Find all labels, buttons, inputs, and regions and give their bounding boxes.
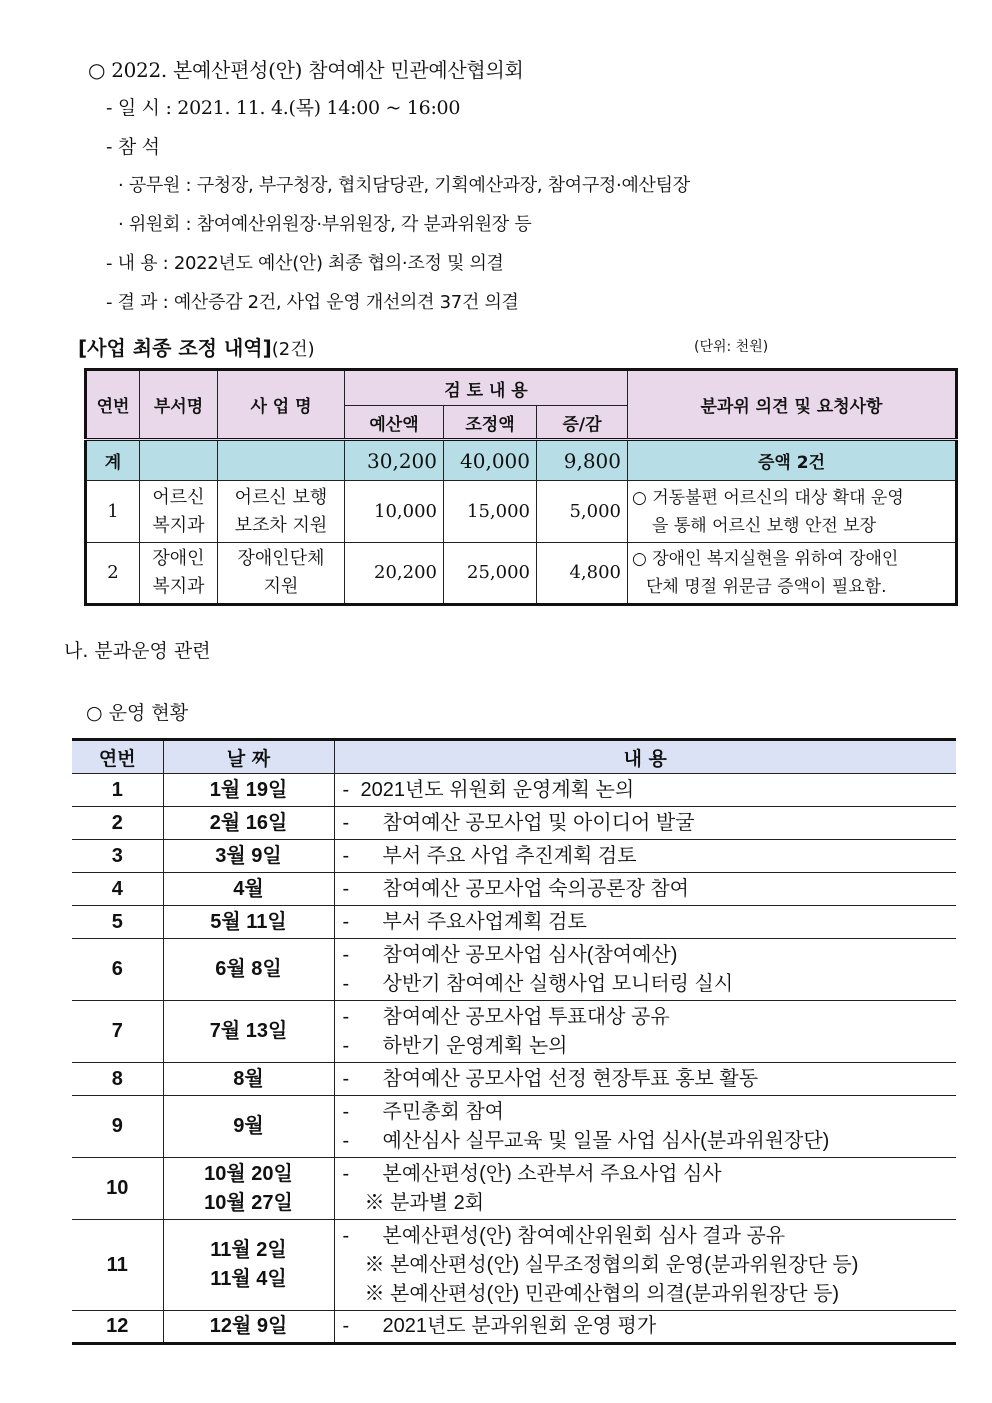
content-item xyxy=(343,875,957,904)
table-row xyxy=(72,939,956,1001)
content-item xyxy=(343,970,957,999)
unit-label: (단위: 천원) xyxy=(694,339,769,355)
row-date xyxy=(163,1158,334,1220)
header-adjusted: 조정액 xyxy=(444,406,537,440)
meeting-result: - 결 과 : 예산증감 2건, 사업 운영 개선의견 37건 의결 xyxy=(106,292,519,313)
header-content: 내 용 xyxy=(334,740,956,774)
adjustment-table xyxy=(84,368,958,606)
content-text: 하반기 운영계획 논의 xyxy=(382,1034,568,1057)
content-item xyxy=(343,1127,957,1156)
row-index: 2 xyxy=(86,543,140,605)
dash-bullet: - xyxy=(342,972,350,995)
operations-body xyxy=(72,774,956,1344)
adjustment-table-title xyxy=(78,332,315,361)
table-row xyxy=(86,543,957,605)
row-content xyxy=(334,1311,956,1344)
opinion-line: ○ 장애인 복지실현을 위하여 장애인 xyxy=(632,549,899,569)
content-item xyxy=(343,1312,957,1341)
total-project xyxy=(218,440,345,481)
table-row xyxy=(72,774,956,807)
total-opinion: 증액 2건 xyxy=(628,440,957,481)
content-item xyxy=(343,1098,957,1127)
content-text: 2021년도 분과위원회 운영 평가 xyxy=(382,1315,657,1337)
row-index: 7 xyxy=(72,1001,163,1063)
operations-heading: ○ 운영 현황 xyxy=(86,702,189,724)
dash-bullet: - xyxy=(342,1034,350,1057)
row-content xyxy=(334,939,956,1001)
content-item xyxy=(343,941,957,970)
project-line: 보조차 지원 xyxy=(234,514,328,536)
date-line: 6월 8일 xyxy=(215,958,282,980)
table-row xyxy=(72,1158,956,1220)
opinion-line: 단체 명절 위문금 증액이 필요함. xyxy=(646,577,887,597)
table-row xyxy=(72,840,956,873)
row-date xyxy=(163,840,334,873)
date-line: 11월 4일 xyxy=(210,1268,287,1290)
date-line: 8월 xyxy=(233,1067,264,1090)
table-row xyxy=(72,906,956,939)
table-row xyxy=(72,873,956,906)
dash-bullet: - xyxy=(342,844,350,867)
date-line: 7월 13일 xyxy=(209,1020,288,1042)
row-date xyxy=(163,774,334,807)
header-dept: 부서명 xyxy=(140,370,218,440)
total-row xyxy=(86,440,957,481)
table-row xyxy=(72,807,956,840)
row-index: 3 xyxy=(72,840,163,873)
row-index: 4 xyxy=(72,873,163,906)
row-change: 5,000 xyxy=(537,481,628,543)
row-index: 8 xyxy=(72,1063,163,1096)
total-label: 계 xyxy=(86,440,140,481)
table-row xyxy=(72,1220,956,1311)
dept-line: 어르신 xyxy=(152,486,205,508)
content-note: ※ 본예산편성(안) 민관예산협의 의결(분과위원장단 등) xyxy=(364,1282,840,1305)
dash-bullet: - xyxy=(342,877,350,900)
content-note: ※ 분과별 2회 xyxy=(364,1191,485,1214)
dash-bullet: - xyxy=(342,910,350,933)
row-project xyxy=(218,481,345,543)
adjustment-table-title-bold: [사업 최종 조정 내역] xyxy=(78,336,272,360)
content-text: 부서 주요 사업 추진계획 검토 xyxy=(382,844,637,867)
row-date xyxy=(163,1311,334,1344)
row-content xyxy=(334,774,956,807)
table-row xyxy=(72,1311,956,1344)
header-index: 연번 xyxy=(72,740,163,774)
row-adjusted: 25,000 xyxy=(444,543,537,605)
dash-bullet: - xyxy=(342,1162,350,1185)
row-budget: 20,200 xyxy=(345,543,444,605)
project-line: 지원 xyxy=(263,576,299,597)
row-index: 12 xyxy=(72,1311,163,1344)
content-text: 참여예산 공모사업 심사(참여예산) xyxy=(382,943,678,966)
meeting-committee: · 위원회 : 참여예산위원장·부위원장, 각 분과위원장 등 xyxy=(118,214,532,235)
date-line: 11월 2일 xyxy=(210,1239,287,1261)
content-item xyxy=(343,1065,957,1094)
row-content xyxy=(334,1001,956,1063)
dash-bullet: - xyxy=(342,1315,350,1337)
date-line: 12월 9일 xyxy=(209,1315,288,1337)
total-change: 9,800 xyxy=(537,440,628,481)
row-index: 9 xyxy=(72,1096,163,1158)
row-date xyxy=(163,906,334,939)
date-line: 9월 xyxy=(233,1115,264,1137)
content-item xyxy=(343,1003,957,1032)
dept-line: 복지과 xyxy=(152,576,205,597)
dash-bullet: - xyxy=(342,811,350,834)
row-date xyxy=(163,1063,334,1096)
row-content xyxy=(334,1220,956,1311)
row-adjusted: 15,000 xyxy=(444,481,537,543)
row-dept xyxy=(140,481,218,543)
row-project xyxy=(218,543,345,605)
row-index: 10 xyxy=(72,1158,163,1220)
row-content xyxy=(334,840,956,873)
opinion-line: 을 통해 어르신 보행 안전 보장 xyxy=(652,515,877,536)
header-index: 연번 xyxy=(86,370,140,440)
table-row xyxy=(72,1096,956,1158)
date-line: 3월 9일 xyxy=(215,844,282,867)
meeting-officials: · 공무원 : 구청장, 부구청장, 협치담당관, 기획예산과장, 참여구정·예산팀장 xyxy=(118,175,690,196)
row-dept xyxy=(140,543,218,605)
row-opinion xyxy=(628,481,957,543)
row-date xyxy=(163,1096,334,1158)
header-budget: 예산액 xyxy=(345,406,444,440)
dept-line: 복지과 xyxy=(152,514,205,536)
meeting-title: ○ 2022. 본예산편성(안) 참여예산 민관예산협의회 xyxy=(88,58,524,82)
row-index: 6 xyxy=(72,939,163,1001)
dash-bullet: - xyxy=(342,1005,350,1028)
date-line: 4월 xyxy=(233,877,264,900)
header-review: 검 토 내 용 xyxy=(345,370,628,406)
header-project: 사 업 명 xyxy=(218,370,345,440)
dash-bullet: - xyxy=(342,1224,350,1247)
row-index: 2 xyxy=(72,807,163,840)
content-item xyxy=(343,908,957,937)
row-content xyxy=(334,1096,956,1158)
meeting-datetime: - 일 시 : 2021. 11. 4.(목) 14:00 ~ 16:00 xyxy=(106,97,461,119)
operations-table xyxy=(72,738,956,1345)
date-line: 5월 11일 xyxy=(210,910,287,933)
dash-bullet: - xyxy=(342,1100,350,1123)
content-item xyxy=(343,776,957,805)
content-note: ※ 본예산편성(안) 실무조정협의회 운영(분과위원장단 등) xyxy=(364,1253,859,1276)
content-text: 주민총회 참여 xyxy=(382,1100,504,1123)
row-content xyxy=(334,873,956,906)
content-item xyxy=(343,1160,957,1189)
date-line: 10월 27일 xyxy=(204,1191,293,1214)
total-adjusted: 40,000 xyxy=(444,440,537,481)
content-text: 참여예산 공모사업 투표대상 공유 xyxy=(382,1005,670,1028)
content-item xyxy=(343,1222,957,1251)
date-line: 2월 16일 xyxy=(209,811,288,834)
row-date xyxy=(163,1220,334,1311)
dash-bullet: - xyxy=(342,1067,350,1090)
dash-bullet: - xyxy=(342,1129,350,1152)
header-change: 증/감 xyxy=(537,406,628,440)
content-text: 본예산편성(안) 참여예산위원회 심사 결과 공유 xyxy=(382,1224,786,1247)
dash-bullet: - xyxy=(342,778,350,801)
date-line: 10월 20일 xyxy=(204,1162,293,1185)
table-row xyxy=(86,481,957,543)
content-text: 2021년도 위원회 운영계획 논의 xyxy=(360,778,635,801)
header-opinion: 분과위 의견 및 요청사항 xyxy=(628,370,957,440)
meeting-attendance-label: - 참 석 xyxy=(106,136,160,158)
row-content xyxy=(334,1063,956,1096)
project-line: 어르신 보행 xyxy=(234,486,328,508)
content-item xyxy=(343,809,957,838)
row-date xyxy=(163,1001,334,1063)
adjustment-table-count: (2건) xyxy=(271,339,315,360)
row-opinion xyxy=(628,543,957,605)
row-date xyxy=(163,873,334,906)
total-budget: 30,200 xyxy=(345,440,444,481)
table-row xyxy=(72,1001,956,1063)
project-line: 장애인단체 xyxy=(237,548,325,569)
row-index: 11 xyxy=(72,1220,163,1311)
header-date: 날 짜 xyxy=(163,740,334,774)
row-content xyxy=(334,1158,956,1220)
dash-bullet: - xyxy=(342,943,350,966)
row-index: 5 xyxy=(72,906,163,939)
section-heading: 나. 분과운영 관련 xyxy=(64,640,211,662)
row-content xyxy=(334,807,956,840)
opinion-line: ○ 거동불편 어르신의 대상 확대 운영 xyxy=(632,487,904,508)
content-text: 참여예산 공모사업 숙의공론장 참여 xyxy=(382,877,689,900)
content-item xyxy=(343,1032,957,1061)
meeting-content: - 내 용 : 2022년도 예산(안) 최종 협의·조정 및 의결 xyxy=(106,253,504,274)
content-text: 예산심사 실무교육 및 일몰 사업 심사(분과위원장단) xyxy=(382,1129,830,1152)
row-change: 4,800 xyxy=(537,543,628,605)
content-item xyxy=(343,842,957,871)
content-text: 참여예산 공모사업 및 아이디어 발굴 xyxy=(382,811,695,834)
row-date xyxy=(163,807,334,840)
table-row xyxy=(72,1063,956,1096)
total-dept xyxy=(140,440,218,481)
row-index: 1 xyxy=(72,774,163,807)
row-content xyxy=(334,906,956,939)
row-index: 1 xyxy=(86,481,140,543)
row-budget: 10,000 xyxy=(345,481,444,543)
date-line: 1월 19일 xyxy=(209,778,288,801)
content-text: 본예산편성(안) 소관부서 주요사업 심사 xyxy=(382,1162,722,1185)
content-text: 부서 주요사업계획 검토 xyxy=(382,910,587,933)
content-text: 참여예산 공모사업 선정 현장투표 홍보 활동 xyxy=(382,1067,759,1090)
dept-line: 장애인 xyxy=(152,548,205,569)
content-text: 상반기 참여예산 실행사업 모니터링 실시 xyxy=(382,972,734,995)
row-date xyxy=(163,939,334,1001)
